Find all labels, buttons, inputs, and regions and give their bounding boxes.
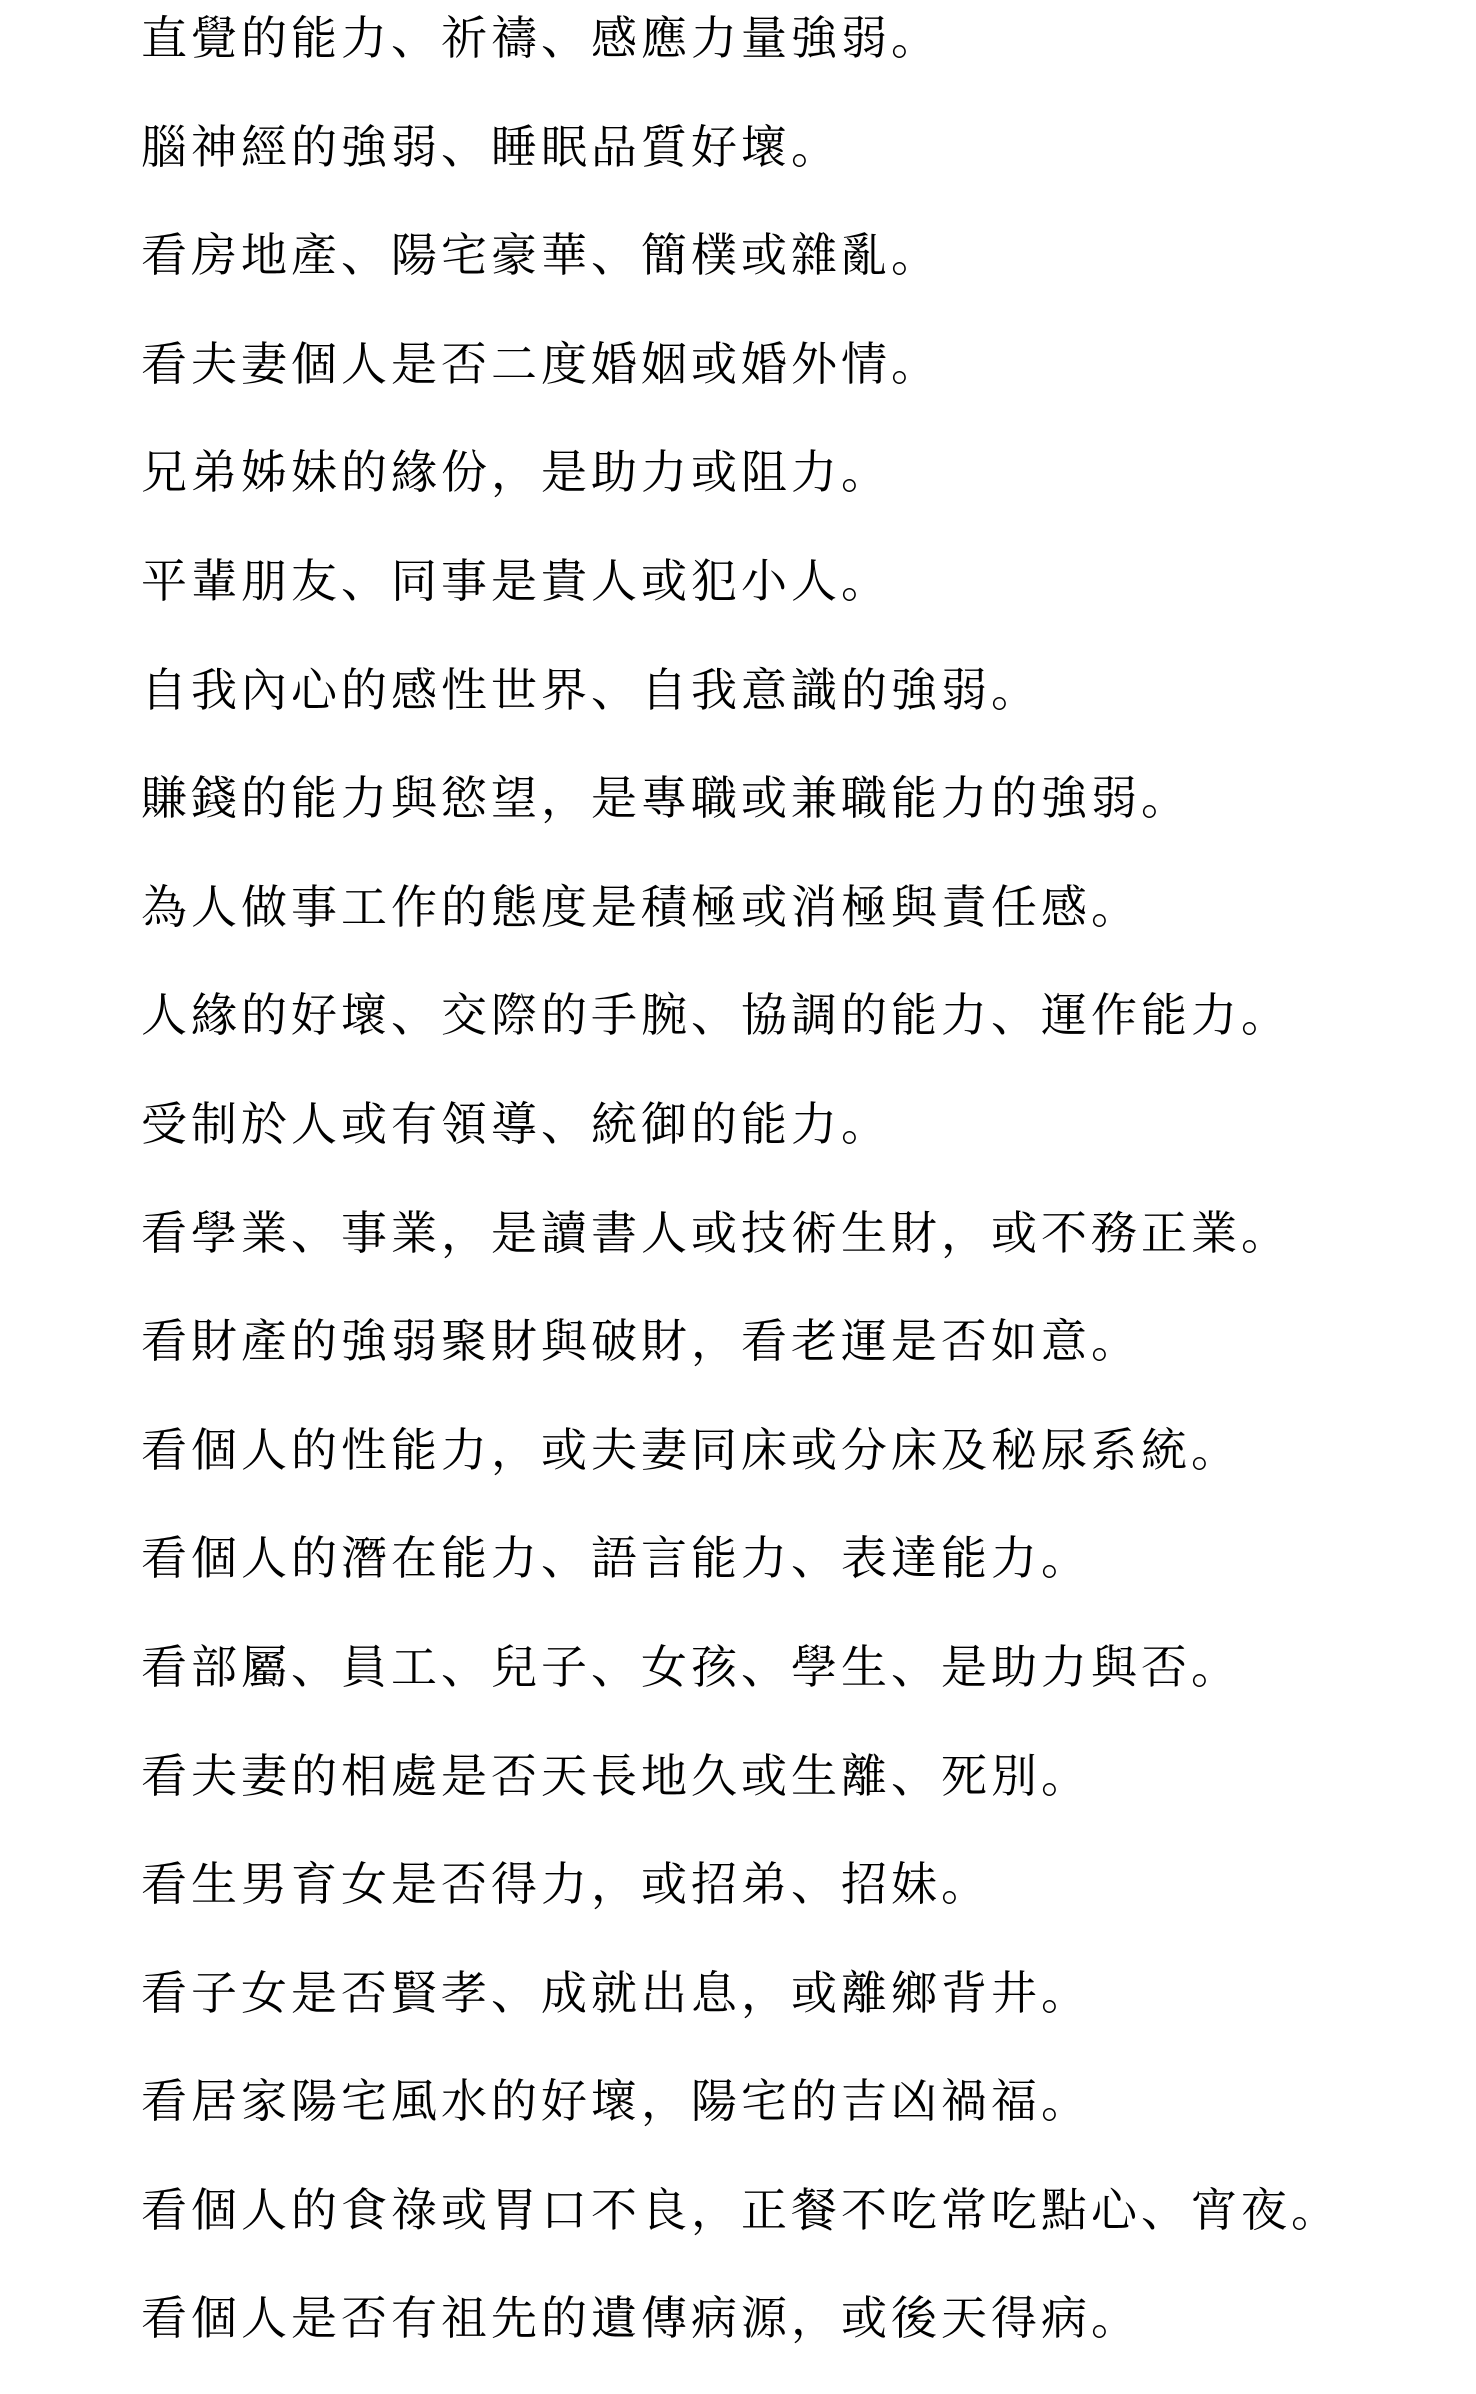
text-line: 自我內心的感性世界、自我意識的強弱。 — [141, 662, 1041, 717]
text-line: 看居家陽宅風水的好壞，陽宅的吉凶禍福。 — [141, 2074, 1091, 2129]
text-line: 直覺的能力、祈禱、感應力量強弱。 — [141, 11, 941, 65]
text-line: 看個人的性能力，或夫妻同床或分床及秘尿系統。 — [141, 1422, 1241, 1477]
text-line: 看個人的潛在能力、語言能力、表達能力。 — [141, 1531, 1091, 1586]
text-lines — [141, 0, 1441, 2389]
text-line: 看學業、事業，是讀書人或技術生財，或不務正業。 — [141, 1205, 1291, 1260]
text-line: 腦神經的強弱、睡眠品質好壞。 — [141, 119, 841, 174]
text-line: 看生男育女是否得力，或招弟、招妹。 — [141, 1857, 991, 1912]
text-line: 看子女是否賢孝、成就出息，或離鄉背井。 — [141, 1965, 1091, 2020]
text-line: 看部屬、員工、兒子、女孩、學生、是助力與否。 — [141, 1639, 1241, 1694]
text-line: 為人做事工作的態度是積極或消極與責任感。 — [141, 879, 1141, 934]
text-line: 平輩朋友、同事是貴人或犯小人。 — [141, 553, 891, 608]
text-line: 受制於人或有領導、統御的能力。 — [141, 1096, 891, 1151]
text-line: 兄弟姊妹的緣份，是助力或阻力。 — [141, 445, 891, 500]
text-line: 看夫妻個人是否二度婚姻或婚外情。 — [141, 336, 941, 391]
text-line: 看財產的強弱聚財與破財，看老運是否如意。 — [141, 1314, 1141, 1369]
text-line: 人緣的好壞、交際的手腕、協調的能力、運作能力。 — [141, 988, 1291, 1043]
text-line: 賺錢的能力與慾望，是專職或兼職能力的強弱。 — [141, 771, 1191, 826]
text-line: 看個人是否有祖先的遺傳病源，或後天得病。 — [141, 2291, 1141, 2346]
text-line: 看房地產、陽宅豪華、簡樸或雜亂。 — [141, 228, 941, 283]
text-line: 看夫妻的相處是否天長地久或生離、死別。 — [141, 1748, 1091, 1803]
text-line: 看個人的食祿或胃口不良，正餐不吃常吃點心、宵夜。 — [141, 2182, 1341, 2237]
